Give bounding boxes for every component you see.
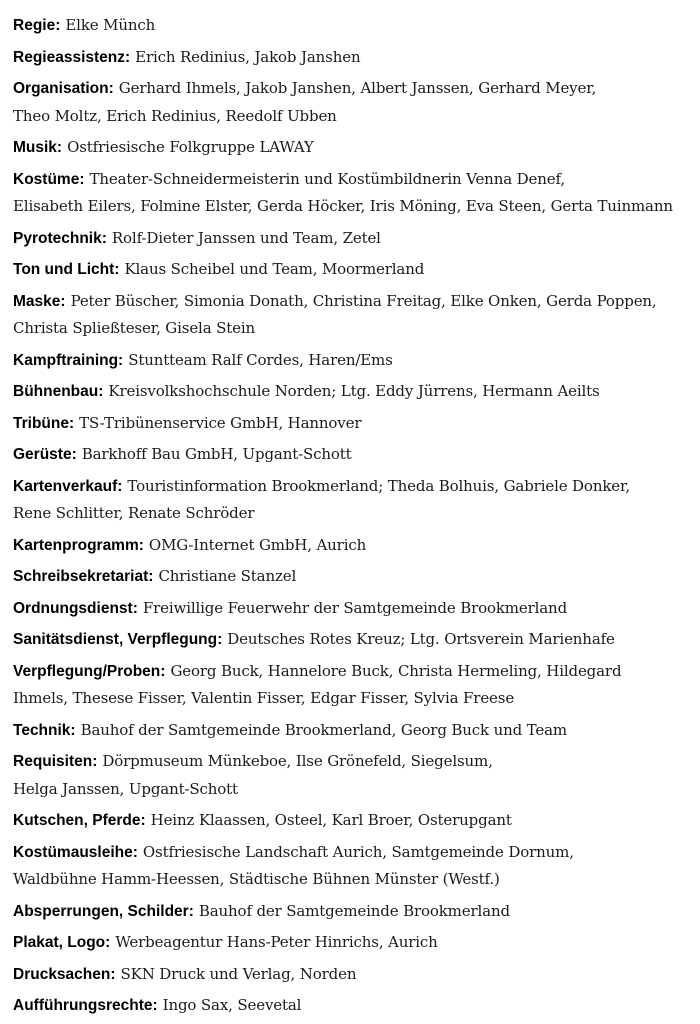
credit-entry [13,378,693,406]
credit-role: Ton und Licht: [13,261,120,278]
credit-names: Elke Münch [65,16,156,34]
credit-role: Kartenprogramm: [13,536,144,554]
credit-entry [13,166,693,221]
credit-role: Drucksachen: [13,965,116,983]
credit-role: Musik: [13,139,63,156]
credit-role: Regieassistenz: [13,48,131,66]
credit-names: Ostfriesische Folkgruppe LAWAY [67,138,314,156]
credit-entry [13,595,693,623]
credit-names: Freiwillige Feuerwehr der Samtgemeinde Brookmerland [142,598,568,617]
credit-role: Ordnungsdienst: [13,599,138,617]
credit-role: Organisation: [13,80,114,97]
credit-role: Sanitätsdienst, Verpflegung: [13,631,223,648]
credit-role: Schreibsekretariat: [13,568,154,585]
credit-names-continued: Christa Spließteser, Gisela Stein [13,319,256,337]
credit-entry [13,563,693,591]
credit-names: Gerhard Ihmels, Jakob Janshen, Albert Janssen, Gerhard Meyer, [118,79,597,97]
credit-names: Ostfriesische Landschaft Aurich, Samtgemeinde Dornum, [142,842,574,861]
credit-entry [13,288,693,343]
credit-role: Kampftraining: [13,351,124,369]
credit-role: Regie: [13,17,61,34]
credit-entry [13,256,693,284]
credit-role: Technik: [13,721,76,739]
credit-role: Maske: [13,292,66,310]
credit-names: Theater-Schneidermeisterin und Kostümbildnerin Venna Denef, [89,169,565,188]
credit-entry [13,12,693,40]
credit-names-continued: Ihmels, Thesese Fisser, Valentin Fisser, Edgar Fisser, Sylvia Freese [13,689,515,707]
credit-names: Klaus Scheibel und Team, Moormerland [124,260,425,278]
credit-names: SKN Druck und Verlag, Norden [120,964,357,983]
credit-names: TS-Tribünenservice GmbH, Hannover [79,413,362,432]
credit-names: Peter Büscher, Simonia Donath, Christina Freitag, Elke Onken, Gerda Poppen, [70,291,657,310]
credit-names: OMG-Internet GmbH, Aurich [148,535,367,554]
credit-role: Kutschen, Pferde: [13,812,146,829]
credit-role: Verpflegung/Proben: [13,662,166,680]
credit-entry [13,807,693,835]
credit-role: Kostüme: [13,170,85,188]
credit-entry [13,44,693,72]
credit-role: Aufführungsrechte: [13,997,158,1014]
credit-entry [13,898,693,926]
credit-entry [13,441,693,469]
credit-entry [13,839,693,894]
credit-names: Bauhof der Samtgemeinde Brookmerland [198,901,510,920]
credit-names: Stuntteam Ralf Cordes, Haren/Ems [128,350,393,369]
credit-names: Bauhof der Samtgemeinde Brookmerland, Georg Buck und Team [80,720,567,739]
credit-entry [13,347,693,375]
credit-names: Dörpmuseum Münkeboe, Ilse Grönefeld, Siegelsum, [102,752,493,770]
credit-role: Plakat, Logo: [13,934,111,951]
credit-entry [13,929,693,957]
credit-names-continued: Rene Schlitter, Renate Schröder [13,504,255,522]
credit-entry [13,410,693,438]
credit-names: Touristinformation Brookmerland; Theda Bolhuis, Gabriele Donker, [127,476,630,495]
credit-names: Christiane Stanzel [158,567,297,585]
credit-names-continued: Elisabeth Eilers, Folmine Elster, Gerda Höcker, Iris Möning, Eva Steen, Gerta Tuinmann [13,197,673,215]
credit-role: Bühnenbau: [13,383,104,400]
credit-names: Heinz Klaassen, Osteel, Karl Broer, Osterupgant [150,811,512,829]
credit-entry [13,717,693,745]
credits-list [13,12,693,1024]
credit-role: Absperrungen, Schilder: [13,902,194,920]
credit-role: Requisiten: [13,753,98,770]
credit-entry [13,473,693,528]
credit-names-continued: Theo Moltz, Erich Redinius, Reedolf Ubben [13,106,337,125]
credit-entry [13,134,693,162]
credit-role: Tribüne: [13,414,75,432]
credit-names-continued: Waldbühne Hamm-Heessen, Städtische Bühnen Münster (Westf.) [13,870,500,888]
credit-entry [13,748,693,803]
credit-entry [13,961,693,989]
credit-entry [13,225,693,253]
credit-names: Rolf-Dieter Janssen und Team, Zetel [111,228,381,247]
credit-role: Kartenverkauf: [13,477,123,495]
credit-names-continued: Helga Janssen, Upgant-Schott [13,779,238,798]
credit-names: Georg Buck, Hannelore Buck, Christa Hermeling, Hildegard [170,661,622,680]
credit-entry [13,992,693,1020]
credit-names: Ingo Sax, Seevetal [162,996,302,1014]
credit-names: Barkhoff Bau GmbH, Upgant-Schott [81,445,352,463]
credit-entry [13,532,693,560]
credit-names: Kreisvolkshochschule Norden; Ltg. Eddy Jürrens, Hermann Aeilts [108,382,600,400]
credit-entry [13,75,693,130]
credit-role: Gerüste: [13,446,77,463]
credit-entry [13,626,693,654]
credit-names: Erich Redinius, Jakob Janshen [135,47,361,66]
credit-role: Kostümausleihe: [13,843,138,861]
credit-role: Pyrotechnik: [13,229,107,247]
credit-names: Werbeagentur Hans-Peter Hinrichs, Aurich [115,933,438,951]
credit-names: Deutsches Rotes Kreuz; Ltg. Ortsverein Marienhafe [227,630,615,648]
credit-entry [13,658,693,713]
